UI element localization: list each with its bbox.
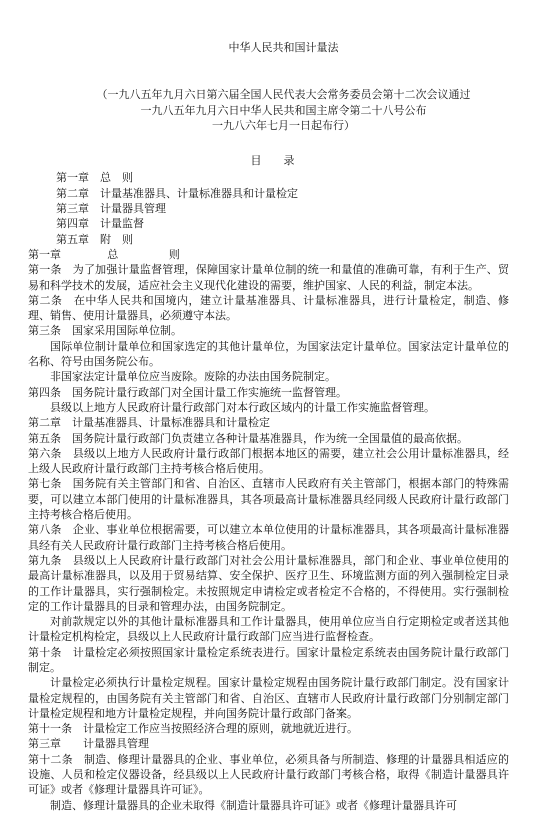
article-paragraph: 对前款规定以外的其他计量标准器具和工作计量器具，使用单位应当自行定期检定或者送其他计量检定机构检定，县级以上人民政府计量行政部门应当进行监督检查。 [28,615,509,644]
toc-item: 第四章 计量监督 [56,217,144,231]
chapter-number: 第一章 [28,247,61,261]
document-title: 中华人民共和国计量法 [228,41,339,54]
preamble-line: （一九八五年九月六日第六届全国人民代表大会常务委员会第十二次会议通过 [96,88,471,102]
article-paragraph: 县级以上地方人民政府计量行政部门对本行政区域内的计量工作实施监督管理。 [50,400,435,414]
article-paragraph: 计量检定必须执行计量检定规程。国家计量检定规程由国务院计量行政部门制定。没有国家计量检定规程的，由国务院有关主管部门和省、自治区、直辖市人民政府计量行政部门分别制定部门计量检定规程和地方计量检定规程，并向国务院计量行政部门备案。 [28,676,509,720]
chapter-name-part: 总 [107,247,119,261]
article-paragraph: 第十一条 计量检定工作应当按照经济合理的原则，就地就近进行。 [28,722,358,736]
chapter-heading: 第三章 计量器具管理 [28,737,149,751]
article-paragraph: 国际单位制计量单位和国家选定的其他计量单位，为国家法定计量单位。国家法定计量单位的名称、符号由国务院公布。 [28,339,509,369]
preamble-line: 一九八五年九月六日中华人民共和国主席令第二十八号公布 [140,103,427,117]
article-paragraph: 第六条 县级以上地方人民政府计量行政部门根据本地区的需要，建立社会公用计量标准器具，经上级人民政府计量行政部门主持考核合格后使用。 [28,446,509,476]
article-paragraph: 非国家法定计量单位应当废除。废除的办法由国务院制定。 [50,370,336,384]
preamble-line: 一九八六年七月一日起布行） [212,118,355,132]
document-body [28,247,509,813]
article-paragraph: 第七条 国务院有关主管部门和省、自治区、直辖市人民政府有关主管部门，根据本部门的特殊需要，可以建立本部门使用的计量标准器具，其各项最高计量标准器具经同级人民政府计量行政部门主持考核合格后使用。 [28,477,509,522]
chapter-heading: 第二章 计量基准器具、计量标准器具和计量检定 [28,416,270,430]
toc-item: 第三章 计量器具管理 [56,202,166,216]
preamble [58,87,509,133]
toc-item: 第二章 计量基准器具、计量标准器具和计量检定 [56,186,298,200]
article-paragraph: 制造、修理计量器具的企业未取得《制造计量器具许可证》或者《修理计量器具许可 [50,798,457,812]
article-paragraph: 第十二条 制造、修理计量器具的企业、事业单位，必须具备与所制造、修理的计量器具相适应的设施、人员和检定仪器设备，经县级以上人民政府计量行政部门考核合格，取得《制造计量器具许可证》或者《修理计量器具许可证》。 [28,752,509,797]
article-paragraph: 第二条 在中华人民共和国境内，建立计量基准器具、计量标准器具，进行计量检定，制造、修理、销售、使用计量器具，必须遵守本法。 [28,293,509,323]
article-paragraph: 第八条 企业、事业单位根据需要，可以建立本单位使用的计量标准器具，其各项最高计量标准器具经有关人民政府计量行政部门主持考核合格后使用。 [28,523,509,552]
article-paragraph: 第四条 国务院计量行政部门对全国计量工作实施统一监督管理。 [28,385,347,399]
article-paragraph: 第三条 国家采用国际单位制。 [28,324,182,338]
chapter-heading [28,247,509,262]
toc-title: 目录 [250,154,317,168]
article-paragraph: 第五条 国务院计量行政部门负责建立各种计量基准器具，作为统一全国量值的最高依据。 [28,431,468,445]
article-paragraph: 第一条 为了加强计量监督管理，保障国家计量单位制的统一和量值的准确可靠，有利于生产、贸易和科学技术的发展，适应社会主义现代化建设的需要，维护国家、人民的利益，制定本法。 [28,263,509,292]
toc-item: 第一章 总 则 [56,171,133,185]
chapter-name-part: 则 [168,247,180,261]
toc-item: 第五章 附 则 [56,232,133,246]
table-of-contents [56,170,509,246]
article-paragraph: 第十条 计量检定必须按照国家计量检定系统表进行。国家计量检定系统表由国务院计量行政部门制定。 [28,645,509,674]
article-paragraph: 第九条 县级以上人民政府计量行政部门对社会公用计量标准器具，部门和企业、事业单位使用的最高计量标准器具，以及用于贸易结算、安全保护、医疗卫生、环境监测方面的列入强制检定目录的工作计量器具，实行强制检定。未按照规定申请检定或者检定不合格的，不得使用。实行强制检定的工作计量器具的目录和管理办法，由国务院制定。 [28,553,509,613]
